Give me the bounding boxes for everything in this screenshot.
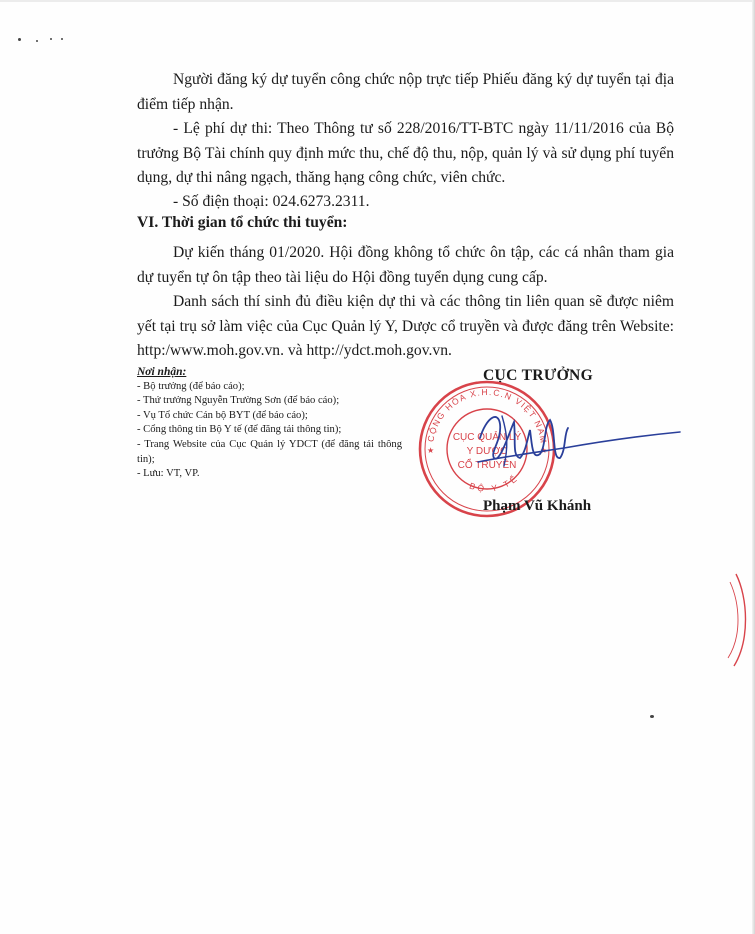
edge-stamp-fragment-icon bbox=[722, 570, 755, 670]
seal-bottom-text: BỘ Y TẾ bbox=[468, 472, 521, 494]
paragraph-exam-fee: - Lệ phí dự thi: Theo Thông tư số 228/2016/TT-BTC ngày 11/11/2016 của Bộ trưởng Bộ Tài chính quy định mức thu, chế độ thu, nộp, quản lý và sử dụng phí tuyển dụng, dự thi nâng ngạch, thăng hạng công chức, viên chức. bbox=[137, 120, 674, 186]
recipient-item: - Bộ trưởng (để báo cáo); bbox=[137, 380, 245, 392]
recipients-block bbox=[137, 365, 402, 482]
scan-speck bbox=[50, 38, 52, 40]
handwritten-signature-icon bbox=[468, 400, 688, 490]
scan-speck bbox=[650, 715, 654, 718]
recipient-item: - Trang Website của Cục Quản lý YDCT (để đăng tải thông tin); bbox=[137, 438, 402, 465]
seal-outer-text: CỘNG HÒA X.H.C.N VIỆT NAM bbox=[425, 386, 549, 445]
seal-star: ★ bbox=[427, 446, 435, 455]
section-heading: VI. Thời gian tổ chức thi tuyển: bbox=[137, 214, 348, 231]
seal-center-line: CỔ TRUYỀN bbox=[457, 460, 517, 471]
seal-center-line: Y DƯỢC bbox=[466, 446, 508, 457]
seal-star: ★ bbox=[540, 446, 548, 455]
scan-speck bbox=[18, 38, 21, 41]
recipient-item: - Thứ trưởng Nguyễn Trường Sơn (để báo cáo); bbox=[137, 395, 340, 407]
recipient-item: - Vụ Tổ chức Cán bộ BYT (để báo cáo); bbox=[137, 409, 308, 421]
recipient-item: - Lưu: VT, VP. bbox=[137, 468, 200, 480]
signature-title: CỤC TRƯỞNG bbox=[483, 367, 593, 384]
scan-edge-top bbox=[0, 0, 755, 2]
scan-speck bbox=[36, 40, 38, 42]
seal-center-line: CỤC QUẢN LÝ bbox=[452, 432, 522, 443]
paragraph-registration: Người đăng ký dự tuyển công chức nộp trực tiếp Phiếu đăng ký dự tuyển tại địa điểm tiếp nhận. bbox=[137, 71, 674, 113]
paragraph-exam-schedule: Dự kiến tháng 01/2020. Hội đồng không tổ chức ôn tập, các cá nhân tham gia dự tuyển tự ôn tập theo tài liệu do Hội đồng tuyển dụng cung cấp. bbox=[137, 244, 674, 286]
scan-speck bbox=[61, 38, 63, 40]
signer-name: Phạm Vũ Khánh bbox=[483, 498, 592, 514]
paragraph-candidate-list: Danh sách thí sinh đủ điều kiện dự thi và các thông tin liên quan sẽ được niêm yết tại trụ sở làm việc của Cục Quản lý Y, Dược cổ truyền và được đăng trên Website: http:/www.moh.gov.vn. và http://ydct.moh.gov.vn. bbox=[137, 293, 674, 359]
recipient-item: - Cổng thông tin Bộ Y tế (để đăng tải thông tin); bbox=[137, 424, 342, 436]
recipients-list bbox=[137, 380, 402, 482]
paragraph-phone: - Số điện thoại: 024.6273.2311. bbox=[173, 193, 370, 210]
recipients-title: Nơi nhận: bbox=[137, 366, 187, 378]
